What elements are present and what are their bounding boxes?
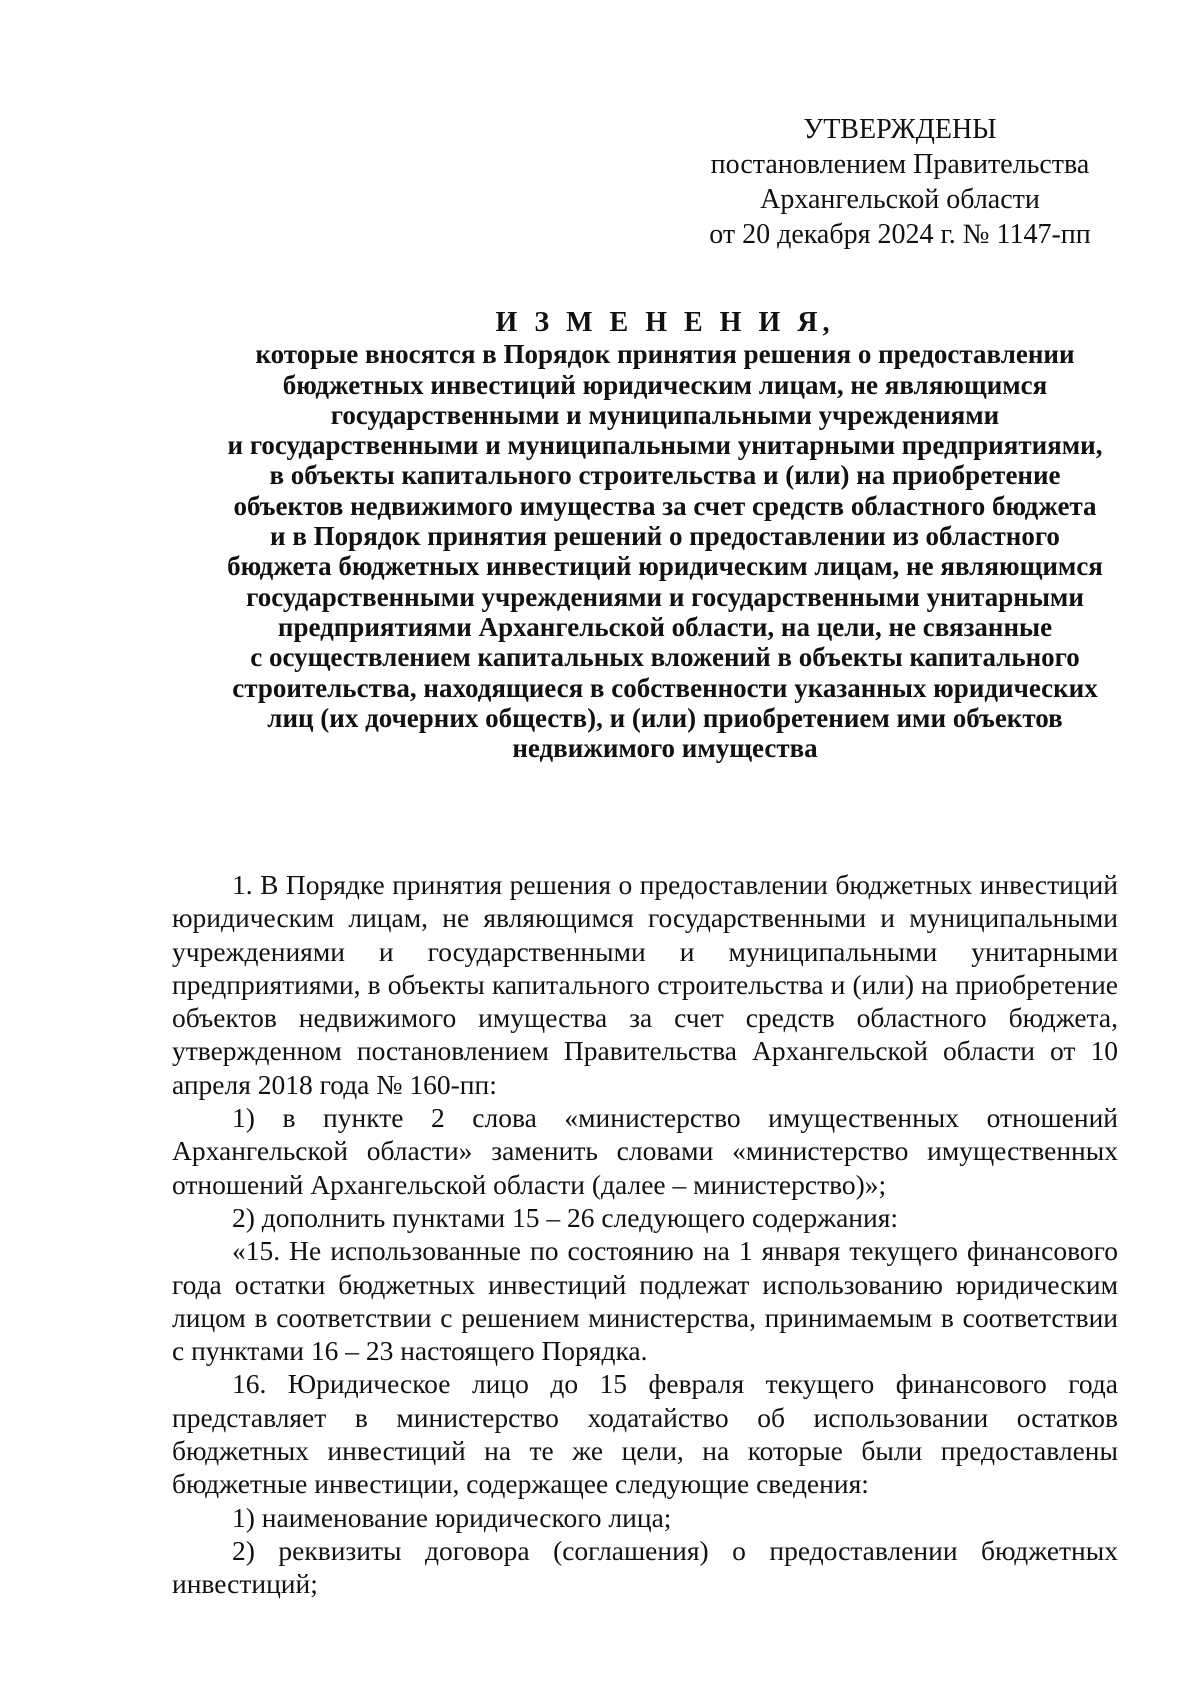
title-line: государственными и муниципальными учреждениями	[330, 399, 1000, 430]
title-line: объектов недвижимого имущества за счет средств областного бюджета	[233, 490, 1097, 521]
approval-line: УТВЕРЖДЕНЫ	[803, 114, 997, 145]
paragraph-subitem-1: 1) в пункте 2 слова «министерство имущественных отношений Архангельской области» заменить словами «министерство имущественных отношений Архангельской области (далее – министерство)»;	[172, 1102, 1118, 1200]
title-line: и государственными и муниципальными унитарными предприятиями,	[227, 430, 1103, 461]
paragraph-amendment-1: 1. В Порядке принятия решения о предоставлении бюджетных инвестиций юридическим лицам, не являющимся государственными и муниципальными учреждениями и государственными и муниципальными унитарными предприятиями, в объекты капитального строительства и (или) на приобретение объектов недвижимого имущества за счет средств областного бюджета, утвержденном постановлением Правительства Архангельской области от 10 апреля 2018 года № 160-пп:	[172, 869, 1118, 1100]
paragraph-point-15: «15. Не использованные по состоянию на 1 января текущего финансового года остатки бюджетных инвестиций подлежат использованию юридическим лицом в соответствии с решением министерства, принимаемым в соответствии с пунктами 16 – 23 настоящего Порядка.	[172, 1235, 1118, 1367]
paragraph-list-item-2: 2) реквизиты договора (соглашения) о предоставлении бюджетных инвестиций;	[172, 1534, 1118, 1600]
title-line: государственными учреждениями и государственными унитарными	[246, 581, 1084, 612]
title-line: предприятиями Архангельской области, на цели, не связанные	[277, 611, 1053, 642]
title-line: строительства, находящиеся в собственности указанных юридических	[232, 672, 1098, 703]
title-line: и в Порядок принятия решений о предоставлении из областного	[270, 521, 1060, 552]
paragraph-list-item-1: 1) наименование юридического лица;	[232, 1501, 672, 1533]
approval-stamp-block	[690, 112, 1110, 252]
title-line: в объекты капитального строительства и (или) на приобретение	[269, 460, 1061, 491]
title-line: бюджета бюджетных инвестиций юридическим лицам, не являющимся	[227, 551, 1103, 582]
document-body	[172, 868, 1118, 1601]
approval-line: постановлением Правительства	[710, 149, 1090, 180]
title-line: с осуществлением капитальных вложений в объекты капитального	[250, 642, 1080, 673]
title-line: которые вносятся в Порядок принятия решения о предоставлении	[255, 339, 1075, 370]
document-title	[160, 308, 1170, 763]
title-heading-word: И З М Е Н Е Н И Я,	[495, 307, 835, 338]
paragraph-point-16: 16. Юридическое лицо до 15 февраля текущего финансового года представляет в министерство ходатайство об использовании остатков бюджетных инвестиций на те же цели, на которые были предоставлены бюджетные инвестиции, содержащее следующие сведения:	[172, 1368, 1118, 1500]
approval-line: Архангельской области	[760, 184, 1040, 215]
paragraph-subitem-2: 2) дополнить пунктами 15 – 26 следующего содержания:	[232, 1201, 899, 1233]
title-line: лиц (их дочерних обществ), и (или) приобретением ими объектов	[267, 702, 1063, 733]
approval-line: от 20 декабря 2024 г. № 1147-пп	[709, 219, 1091, 250]
title-line: бюджетных инвестиций юридическим лицам, не являющимся	[282, 369, 1048, 400]
title-line: недвижимого имущества	[512, 733, 818, 764]
